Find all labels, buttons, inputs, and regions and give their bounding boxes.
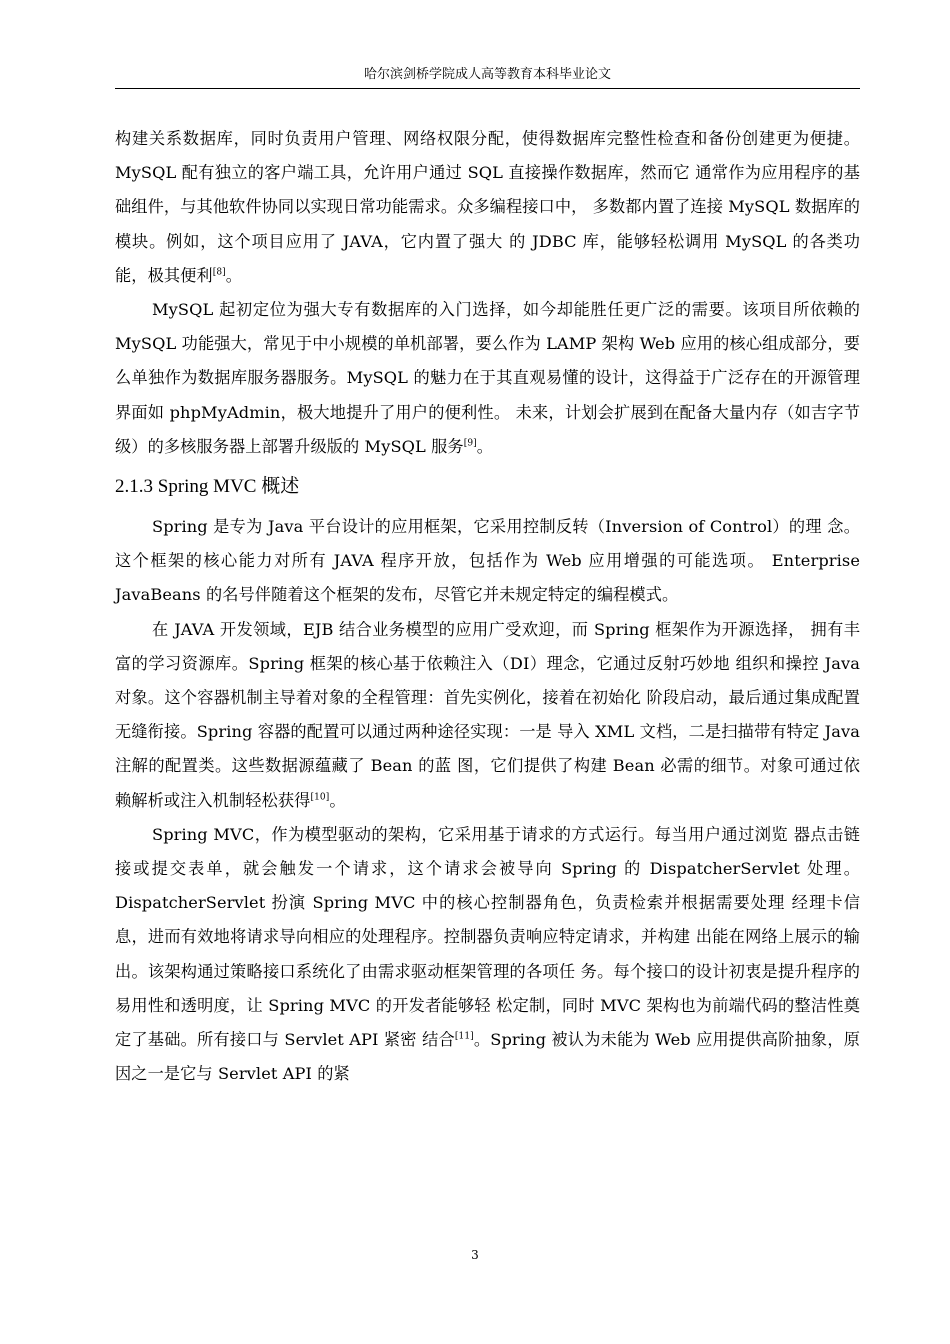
paragraph-2 [115, 293, 860, 464]
paragraph-3 [115, 510, 860, 613]
paragraph-text: 在 JAVA 开发领域，EJB 结合业务模型的应用广受欢迎，而 Spring 框架作为开源选择， 拥有丰富的学习资源库。Spring 框架的核心基于依赖注入（DI）理念，它通过反射巧妙地 组织和操控 Java 对象。这个容器机制主导着对象的全程管理：首先实例化，接着在初始化 阶段启动，最后通过集成配置无缝衔接。Spring 容器的配置可以通过两种途径实现：一是 导入 XML 文档，二是扫描带有特定 Java 注解的配置类。这些数据源蕴藏了 Bean 的蓝 图，它们提供了构建 Bean 必需的细节。对象可通过依赖解析或注入机制轻松获得 [115, 619, 860, 810]
citation-ref: [11] [454, 1031, 474, 1042]
paragraph-1 [115, 122, 860, 293]
paragraph-5 [115, 818, 860, 1092]
citation-ref: [8] [212, 267, 226, 278]
paragraph-text: Spring 是专为 Java 平台设计的应用框架，它采用控制反转（Inversion of Control）的理 念。这个框架的核心能力对所有 JAVA 程序开放，包括作为 Web 应用增强的可能选项。 Enterprise JavaBeans 的名号伴随着这个框架的发布，尽管它并未规定特定的编程模式。 [115, 517, 860, 605]
citation-ref: [9] [463, 438, 477, 449]
citation-ref: [10] [310, 792, 330, 803]
paragraph-tail: 。 [476, 436, 494, 456]
page-number: 3 [471, 1248, 479, 1262]
paragraph-text: 构建关系数据库，同时负责用户管理、网络权限分配，使得数据库完整性检查和备份创建更为便捷。MySQL 配有独立的客户端工具，允许用户通过 SQL 直接操作数据库，然而它 通常作为应用程序的基础组件，与其他软件协同以实现日常功能需求。众多编程接口中， 多数都内置了连接 MySQL 数据库的模块。例如，这个项目应用了 JAVA，它内置了强大 的 JDBC 库，能够轻松调用 MySQL 的各类功能，极其便利 [115, 129, 860, 285]
paragraph-tail: 。 [225, 265, 243, 285]
page-body [115, 122, 860, 1091]
paragraph-tail: 。Spring 被认为未能为 Web 应用提供高阶抽象，原因之一是它与 Servlet API 的紧 [115, 1030, 861, 1084]
paragraph-tail: 。 [329, 790, 346, 810]
section-heading: 2.1.3 Spring MVC 概述 [115, 476, 300, 498]
paragraph-text: Spring MVC，作为模型驱动的架构，它采用基于请求的方式运行。每当用户通过浏览 器点击链接或提交表单，就会触发一个请求，这个请求会被导向 Spring 的 DispatcherServlet 处理。DispatcherServlet 扮演 Spring MVC 中的核心控制器角色，负责检索并根据需要处理 经理卡信息，进而有效地将请求导向相应的处理程序。控制器负责响应特定请求，并构建 出能在网络上展示的输出。该架构通过策略接口系统化了由需求驱动框架管理的各项任 务。每个接口的设计初衷是提升程序的易用性和透明度，让 Spring MVC 的开发者能够轻 松定制，同时 MVC 架构也为前端代码的整洁性奠定了基础。所有接口与 Servlet API 紧密 结合 [115, 824, 860, 1050]
paragraph-text: MySQL 起初定位为强大专有数据库的入门选择，如今却能胜任更广泛的需要。该项目所依赖的 MySQL 功能强大，常见于中小规模的单机部署，要么作为 LAMP 架构 Web 应用的核心组成部分，要么单独作为数据库服务器服务。MySQL 的魅力在于其直观易懂的设计，这得益于广泛存在的开源管理界面如 phpMyAdmin，极大地提升了用户的便利性。 未来，计划会扩展到在配备大量内存（如吉字节级）的多核服务器上部署升级版的 MySQL 服务 [115, 300, 860, 456]
paragraph-4 [115, 613, 860, 818]
running-header: 哈尔滨剑桥学院成人高等教育本科毕业论文 [115, 66, 860, 89]
